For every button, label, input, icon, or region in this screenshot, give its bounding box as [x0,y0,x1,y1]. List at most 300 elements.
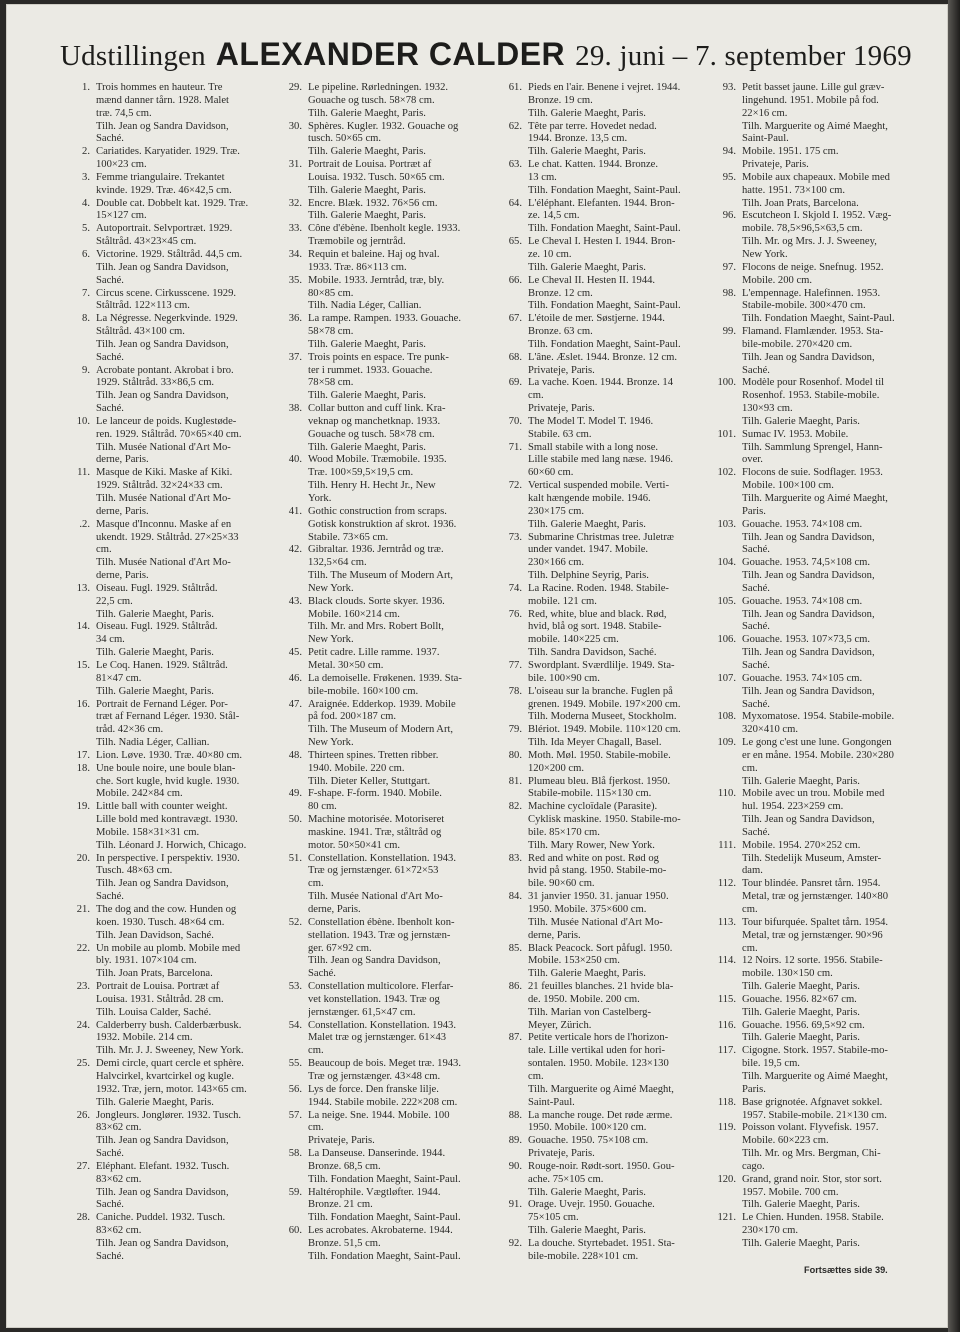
entry-text-line: 230×175 cm. [528,505,584,517]
entry-number: 5. [82,223,90,235]
entry-text-line: L'éléphant. Elefanten. 1944. Bron- [528,197,675,209]
entry-text-line: Myxomatose. 1954. Stabile-mobile. [742,711,895,723]
entry-text-line: La vache. Koen. 1944. Bronze. 14 [528,377,674,389]
catalogue-entry [712,955,934,994]
entry-text-line: Gouache og tusch. 58×78 cm. [308,428,435,440]
entry-text-line: 230×170 cm. [742,1225,798,1237]
entry-text-line: mænd danner tårn. 1928. Malet [96,94,229,106]
entry-number: 29. [288,82,302,93]
entry-text-line: 1932. Mobile. 214 cm. [96,1032,193,1044]
catalogue-entry [498,776,720,802]
entry-text-line: mobile. 78,5×96,5×63,5 cm. [742,223,863,235]
entry-number: 25. [76,1058,90,1070]
entry-text-line: Tilh. Musée National d'Art Mo- [308,891,443,903]
catalogue-entry [712,429,934,468]
entry-text-line: Tilh. Fondation Maeght, Saint-Paul. [308,1250,461,1262]
entry-text-line: Eléphant. Elefant. 1932. Tusch. [96,1160,230,1172]
entry-text-line: Tilh. Jean Davidson, Saché. [96,929,214,941]
entry-text-line: Acrobate pontant. Akrobat i bro. [96,364,234,376]
catalogue-entry [66,288,288,314]
entry-text-line: che. Sort kugle, hvid kugle. 1930. [96,775,240,787]
entry-text-line: La manche rouge. Det røde ærme. [528,1109,673,1121]
entry-text-line: Tilh. Galerie Maeght, Paris. [742,1032,860,1044]
entry-text-line: Privateje, Paris. [528,403,595,415]
entry-text-line: Tête par terre. Hovedet nedad. [528,120,657,132]
entry-text-line: Masque d'Inconnu. Maske af en [96,518,232,530]
entry-text-line: 22×16 cm. [742,107,788,119]
entry-number: 57. [288,1109,302,1121]
catalogue-entry [712,788,934,839]
entry-text-line: 22,5 cm. [96,595,133,607]
entry-text-line: Calderberry bush. Calderbærbusk. [96,1019,242,1031]
entry-number: 99. [722,326,736,338]
catalogue-entry [66,853,288,904]
catalogue-entry [498,1032,720,1109]
entry-number: 70. [508,415,522,427]
entry-number: 27. [76,1160,90,1172]
entry-number: 66. [508,274,522,286]
entry-text-line: Metal, træ og jernstænger. 90×96 [742,929,883,941]
entry-number: 24. [76,1019,90,1031]
entry-number: 88. [508,1109,522,1121]
title-exhibition: Udstillingen [60,40,206,72]
entry-text-line: L'étoile de mer. Søstjerne. 1944. [528,313,665,325]
catalogue-entry [278,788,500,814]
entry-text-line: Oiseau. Fugl. 1929. Ståltråd. [96,582,218,594]
entry-number: 91. [508,1199,522,1211]
entry-text-line: Saché. [96,403,124,415]
entry-number: 46. [288,672,302,684]
entry-text-line: Tilh. Mr. og Mrs. Bergman, Chi- [742,1148,881,1160]
entry-number: 15. [76,659,90,671]
entry-text-line: Le pipeline. Rørledningen. 1932. [308,82,449,93]
entry-text-line: F-shape. F-form. 1940. Mobile. [308,788,442,800]
entry-text-line: Araignée. Edderkop. 1939. Mobile [308,698,456,710]
catalogue-entry [712,1122,934,1173]
entry-text-line: Tilh. Galerie Maeght, Paris. [742,775,860,787]
entry-text-line: 60×60 cm. [528,467,574,479]
entry-number: 94. [722,146,736,158]
entry-text-line: Les acrobates. Akrobaterne. 1944. [308,1225,453,1237]
entry-text-line: Malet træ og jernstænger. 61×43 [308,1032,447,1044]
entry-text-line: Tilh. Jean og Sandra Davidson, [96,1186,229,1198]
catalogue-entry [66,801,288,852]
entry-text-line: Bronze. 51,5 cm. [308,1237,381,1249]
entry-text-line: Pieds en l'air. Benene i vejret. 1944. [528,82,681,93]
entry-text-line: bile-mobile. 228×101 cm. [528,1250,639,1262]
entry-text-line: Flocons de suie. Sodflager. 1953. [742,467,883,479]
entry-text-line: Tilh. Galerie Maeght, Paris. [528,1225,646,1237]
entry-text-line: cm. [742,942,758,954]
entry-text-line: Stabile. 73×65 cm. [308,531,389,543]
catalogue-entry [498,159,720,198]
entry-number: 50. [288,814,302,826]
entry-number: 114. [717,955,736,967]
entry-text-line: cm. [96,544,112,556]
entry-text-line: Tusch. 48×63 cm. [96,865,173,877]
entry-text-line: Tilh. The Museum of Modern Art, [308,570,454,582]
entry-text-line: Saint-Paul. [742,133,789,145]
entry-text-line: Saché. [742,364,770,376]
entry-text-line: 15×127 cm. [96,210,147,222]
entry-number: 47. [288,698,302,710]
entry-text-line: L'oiseau sur la branche. Fuglen på [528,685,673,697]
entry-number: 69. [508,377,522,389]
entry-number: 45. [288,647,302,659]
catalogue-entry [66,365,288,416]
entry-text-line: Stabile-mobile. 300×470 cm. [742,300,866,312]
catalogue-entry [498,724,720,750]
entry-text-line: Red and white on post. Rød og [528,852,659,864]
entry-text-line: Stabile. 63 cm. [528,428,592,440]
catalogue-entry [712,326,934,377]
entry-text-line: Lille stabile med lang næse. 1946. [528,454,674,466]
entry-number: 103. [717,518,736,530]
entry-text-line: 83×62 cm. [96,1122,142,1134]
catalogue-entry [498,236,720,275]
entry-text-line: Le Chien. Hunden. 1958. Stabile. [742,1212,884,1224]
title-dates: 29. juni – 7. september 1969 [575,40,912,72]
catalogue-entry [712,82,934,146]
entry-text-line: Tilh. Dieter Keller, Stuttgart. [308,775,431,787]
entry-text-line: Tilh. Fondation Maeght, Saint-Paul. [308,1212,461,1224]
catalogue-column-1 [66,82,288,1264]
entry-text-line: La neige. Sne. 1944. Mobile. 100 [308,1109,450,1121]
entry-text-line: Little ball with counter weight. [96,801,228,813]
entry-text-line: på fod. 200×187 cm. [308,711,397,723]
catalogue-entry [498,352,720,378]
catalogue-column-3 [498,82,720,1264]
entry-number: 31. [288,159,302,171]
entry-text-line: Mobile. 1951. 175 cm. [742,146,839,158]
catalogue-entry [66,416,288,467]
entry-text-line: Tilh. Sandra Davidson, Saché. [528,647,657,659]
catalogue-entry [278,275,500,314]
entry-text-line: Saché. [96,1199,124,1211]
entry-number: 7. [82,287,90,299]
entry-text-line: er en måne. 1954. Mobile. 230×280 [742,749,894,761]
entry-text-line: Saché. [96,133,124,145]
entry-text-line: Encre. Blæk. 1932. 76×56 cm. [308,197,438,209]
entry-text-line: Tilh. Jean og Sandra Davidson, [742,814,875,826]
entry-text-line: 1940. Mobile. 220 cm. [308,762,405,774]
entry-text-line: Metal, træ og jernstænger. 140×80 [742,891,889,903]
entry-text-line: Thirteen spines. Tretten ribber. [308,749,439,761]
entry-text-line: cm. [528,390,544,402]
catalogue-entry [278,1020,500,1059]
catalogue-entry [498,853,720,892]
entry-text-line: Gouache. 1956. 82×67 cm. [742,993,857,1005]
entry-number: 23. [76,981,90,993]
entry-text-line: Mobile. 1933. Jerntråd, træ, bly. [308,274,445,286]
entry-number: 67. [508,313,522,325]
entry-number: 83. [508,852,522,864]
entry-text-line: Gouache. 1950. 75×108 cm. [528,1135,649,1147]
entry-text-line: Tilh. Galerie Maeght, Paris. [308,184,426,196]
catalogue-entry [278,544,500,595]
catalogue-entry [66,660,288,699]
entry-number: 28. [76,1212,90,1224]
entry-text-line: Tilh. Jean og Sandra Davidson, [96,120,229,132]
entry-text-line: Mobile. 242×84 cm. [96,788,183,800]
entry-text-line: Tilh. Galerie Maeght, Paris. [308,210,426,222]
entry-text-line: Saché. [742,544,770,556]
entry-text-line: Tilh. Galerie Maeght, Paris. [96,1096,214,1108]
entry-text-line: Tilh. Fondation Maeght, Saint-Paul. [308,1173,461,1185]
catalogue-entry [278,313,500,352]
entry-number: 65. [508,236,522,248]
entry-text-line: cm. [308,1122,324,1134]
entry-number: 86. [508,981,522,993]
entry-text-line: Saché. [96,351,124,363]
entry-text-line: Caniche. Puddel. 1932. Tusch. [96,1212,226,1224]
entry-text-line: cago. [742,1160,765,1172]
entry-number: 22. [76,942,90,954]
entry-text-line: Saint-Paul. [528,1096,575,1108]
entry-text-line: Vertical suspended mobile. Verti- [528,480,670,492]
catalogue-entry [278,647,500,673]
catalogue-entry [278,82,500,121]
entry-text-line: hul. 1954. 223×259 cm. [742,801,844,813]
entry-number: 100. [717,377,736,389]
entry-text-line: Saché. [742,698,770,710]
entry-number: 33. [288,223,302,235]
entry-text-line: Petit basset jaune. Lille gul græv- [742,82,885,93]
catalogue-entry [712,840,934,879]
entry-text-line: Black Peacock. Sort påfugl. 1950. [528,942,673,954]
entry-text-line: hvid, blå og sort. 1948. Stabile- [528,621,662,633]
catalogue-entry [66,981,288,1020]
entry-text-line: derne, Paris. [96,454,149,466]
entry-text-line: Tilh. Galerie Maeght, Paris. [528,968,646,980]
entry-text-line: Ståltråd. 43×100 cm. [96,326,185,338]
catalogue-entry [498,686,720,725]
entry-number: 76. [508,608,522,620]
entry-text-line: Lion. Løve. 1930. Træ. 40×80 cm. [96,749,243,761]
entry-text-line: 78×58 cm. [308,377,354,389]
entry-text-line: 75×105 cm. [528,1212,579,1224]
catalogue-entry [66,583,288,622]
entry-text-line: Tilh. Fondation Maeght, Saint-Paul. [528,223,681,235]
entry-text-line: under vandet. 1947. Mobile. [528,544,649,556]
entry-number: 40. [288,454,302,466]
catalogue-entry [278,403,500,454]
entry-text-line: La Racine. Roden. 1948. Stabile- [528,582,669,594]
catalogue-entry [278,814,500,853]
entry-text-line: Le lanceur de poids. Kuglestøde- [96,415,237,427]
entry-number: 77. [508,659,522,671]
entry-text-line: derne, Paris. [528,929,581,941]
entry-text-line: Tilh. Mr. and Mrs. Robert Bollt, [308,621,444,633]
catalogue-entry [498,943,720,982]
catalogue-entry [66,519,288,583]
catalogue-entry [66,1110,288,1161]
entry-text-line: 120×200 cm. [528,762,584,774]
entry-text-line: Tilh. Musée National d'Art Mo- [528,916,663,928]
entry-text-line: ren. 1929. Ståltråd. 70×65×40 cm. [96,428,242,440]
entry-text-line: Oiseau. Fugl. 1929. Ståltråd. [96,621,218,633]
entry-text-line: lingehund. 1951. Mobile på fod. [742,94,879,106]
entry-text-line: Træ og jernstænger. 43×48 cm. [308,1070,441,1082]
entry-text-line: Black clouds. Sorte skyer. 1936. [308,595,445,607]
entry-number: 92. [508,1237,522,1249]
catalogue-entry [278,121,500,160]
entry-text-line: 230×166 cm. [528,557,584,569]
entry-text-line: træt af Fernand Léger. 1930. Stål- [96,711,240,723]
entry-text-line: Portrait de Louisa. Portræt af [308,159,432,171]
entry-text-line: Circus scene. Cirkusscene. 1929. [96,287,237,299]
entry-text-line: Tilh. Nadia Léger, Callian. [96,737,210,749]
entry-text-line: Mobile. 158×31×31 cm. [96,826,200,838]
entry-number: 82. [508,801,522,813]
entry-number: 19. [76,801,90,813]
entry-text-line: maskine. 1941. Træ, ståltråd og [308,826,442,838]
entry-text-line: Meyer, Zürich. [528,1019,592,1031]
entry-number: 96. [722,210,736,222]
entry-text-line: Tilh. Mr. J. J. Sweeney, New York. [96,1045,244,1057]
entry-text-line: Autoportrait. Selvportræt. 1929. [96,223,233,235]
entry-number: 113. [717,916,736,928]
catalogue-entry [712,172,934,211]
catalogue-entry [712,557,934,596]
entry-text-line: Tilh. Galerie Maeght, Paris. [528,107,646,119]
entry-number: 42. [288,544,302,556]
entry-number: 30. [288,120,302,132]
catalogue-entry [498,1238,720,1264]
entry-number: 102. [717,467,736,479]
entry-number: 97. [722,261,736,273]
entry-text-line: tråd. 42×36 cm. [96,724,164,736]
entry-text-line: Petit cadre. Lille ramme. 1937. [308,647,440,659]
entry-text-line: Tilh. Fondation Maeght, Saint-Paul. [742,313,895,325]
entry-text-line: Tilh. Mary Rower, New York. [528,839,655,851]
entry-text-line: 320×410 cm. [742,724,798,736]
entry-text-line: Træmobile og jerntråd. [308,236,406,248]
entry-text-line: Une boule noire, une boule blan- [96,762,236,774]
entry-text-line: La Danseuse. Danserinde. 1944. [308,1148,446,1160]
entry-number: 60. [288,1225,302,1237]
entry-text-line: New York. [308,634,354,646]
catalogue-entry [278,981,500,1020]
entry-text-line: Cyklisk maskine. 1950. Stabile-mo- [528,814,681,826]
entry-text-line: Cône d'ébène. Ibenholt kegle. 1933. [308,223,461,235]
entry-text-line: Tilh. Musée National d'Art Mo- [96,441,231,453]
entry-text-line: La douche. Styrtebadet. 1951. Sta- [528,1237,675,1249]
entry-text-line: tusch. 50×65 cm. [308,133,382,145]
entry-text-line: 1944. Bronze. 13,5 cm. [528,133,628,145]
entry-text-line: Saché. [96,274,124,286]
entry-text-line: Tilh. Jean og Sandra Davidson, [308,955,441,967]
entry-text-line: kvinde. 1929. Træ. 46×42,5 cm. [96,184,232,196]
catalogue-entry [712,262,934,288]
entry-number: 111. [718,839,736,851]
entry-text-line: Machine motorisée. Motoriseret [308,814,445,826]
entry-number: 78. [508,685,522,697]
entry-text-line: 80×85 cm. [308,287,354,299]
entry-text-line: mobile. 121 cm. [528,595,597,607]
catalogue-entry [712,917,934,956]
entry-text-line: mobile. 130×150 cm. [742,968,833,980]
catalogue-entry [66,1020,288,1059]
entry-number: 48. [288,749,302,761]
entry-number: 32. [288,197,302,209]
entry-text-line: bile. 90×60 cm. [528,878,595,890]
catalogue-entry [498,801,720,852]
catalogue-entry [66,146,288,172]
entry-text-line: Stabile-mobile. 115×130 cm. [528,788,652,800]
entry-text-line: ukendt. 1929. Ståltråd. 27×25×33 [96,531,239,543]
entry-text-line: Tilh. Ida Meyer Chagall, Basel. [528,737,662,749]
entry-text-line: Beaucoup de bois. Meget træ. 1943. [308,1058,461,1070]
entry-text-line: Tilh. Galerie Maeght, Paris. [528,1186,646,1198]
entry-text-line: Tilh. Jean og Sandra Davidson, [742,351,875,363]
entry-text-line: cm. [308,1045,324,1057]
catalogue-entry [498,1110,720,1136]
catalogue-entry [712,467,934,518]
entry-text-line: New York. [308,582,354,594]
catalogue-entry [278,223,500,249]
entry-number: 53. [288,981,302,993]
entry-text-line: ze. 10 cm. [528,248,572,260]
entry-text-line: Mobile aux chapeaux. Mobile med [742,171,890,183]
entry-text-line: New York. [742,248,788,260]
entry-text-line: Bronze. 19 cm. [528,94,593,106]
entry-number: 81. [508,775,522,787]
catalogue-entry [278,159,500,198]
entry-number: 9. [82,364,90,376]
entry-number: 93. [722,82,736,93]
entry-text-line: Tilh. Fondation Maeght, Saint-Paul. [528,300,681,312]
entry-number: 55. [288,1058,302,1070]
entry-number: 38. [288,403,302,415]
entry-text-line: 1957. Mobile. 700 cm. [742,1186,839,1198]
entry-text-line: Tilh. Galerie Maeght, Paris. [742,415,860,427]
catalogue-entry [66,763,288,802]
entry-text-line: Tilh. Jean og Sandra Davidson, [96,338,229,350]
entry-text-line: Cariatides. Karyatider. 1929. Træ. [96,146,240,158]
entry-text-line: Paris. [742,505,766,517]
entry-text-line: 1929. Ståltråd. 32×24×33 cm. [96,480,223,492]
entry-text-line: Un mobile au plomb. Mobile med [96,942,241,954]
entry-number: 112. [717,878,736,890]
catalogue-entry [712,634,934,673]
catalogue-entry [278,198,500,224]
entry-text-line: ger. 67×92 cm. [308,942,372,954]
entry-text-line: mobile. 140×225 cm. [528,634,619,646]
entry-text-line: Tilh. Marguerite og Aimé Maeght, [742,493,888,504]
entry-text-line: Tilh. Moderna Museet, Stockholm. [528,711,677,723]
catalogue-entry [278,249,500,275]
entry-text-line: Halvcirkel, kvartcirkel og kugle. [96,1070,234,1082]
entry-number: 89. [508,1135,522,1147]
entry-number: 106. [717,634,736,646]
entry-number: 98. [722,287,736,299]
entry-text-line: Louisa. 1931. Ståltråd. 28 cm. [96,993,224,1005]
entry-number: 41. [288,505,302,517]
entry-text-line: Tilh. Delphine Seyrig, Paris. [528,570,649,582]
catalogue-entry [712,1020,934,1046]
entry-text-line: Portrait de Fernand Léger. Por- [96,698,228,710]
entry-text-line: Ståltråd. 43×23×45 cm. [96,236,197,248]
entry-number: 63. [508,159,522,171]
entry-text-line: Poisson volant. Flyvefisk. 1957. [742,1122,879,1134]
catalogue-entry [66,467,288,518]
entry-text-line: Tilh. Galerie Maeght, Paris. [308,441,426,453]
entry-text-line: Metal. 30×50 cm. [308,659,384,671]
entry-text-line: Gouache. 1953. 74×105 cm. [742,672,863,684]
entry-text-line: 1933. Træ. 86×113 cm. [308,261,407,273]
continued-note: Fortsættes side 39. [804,1265,888,1275]
